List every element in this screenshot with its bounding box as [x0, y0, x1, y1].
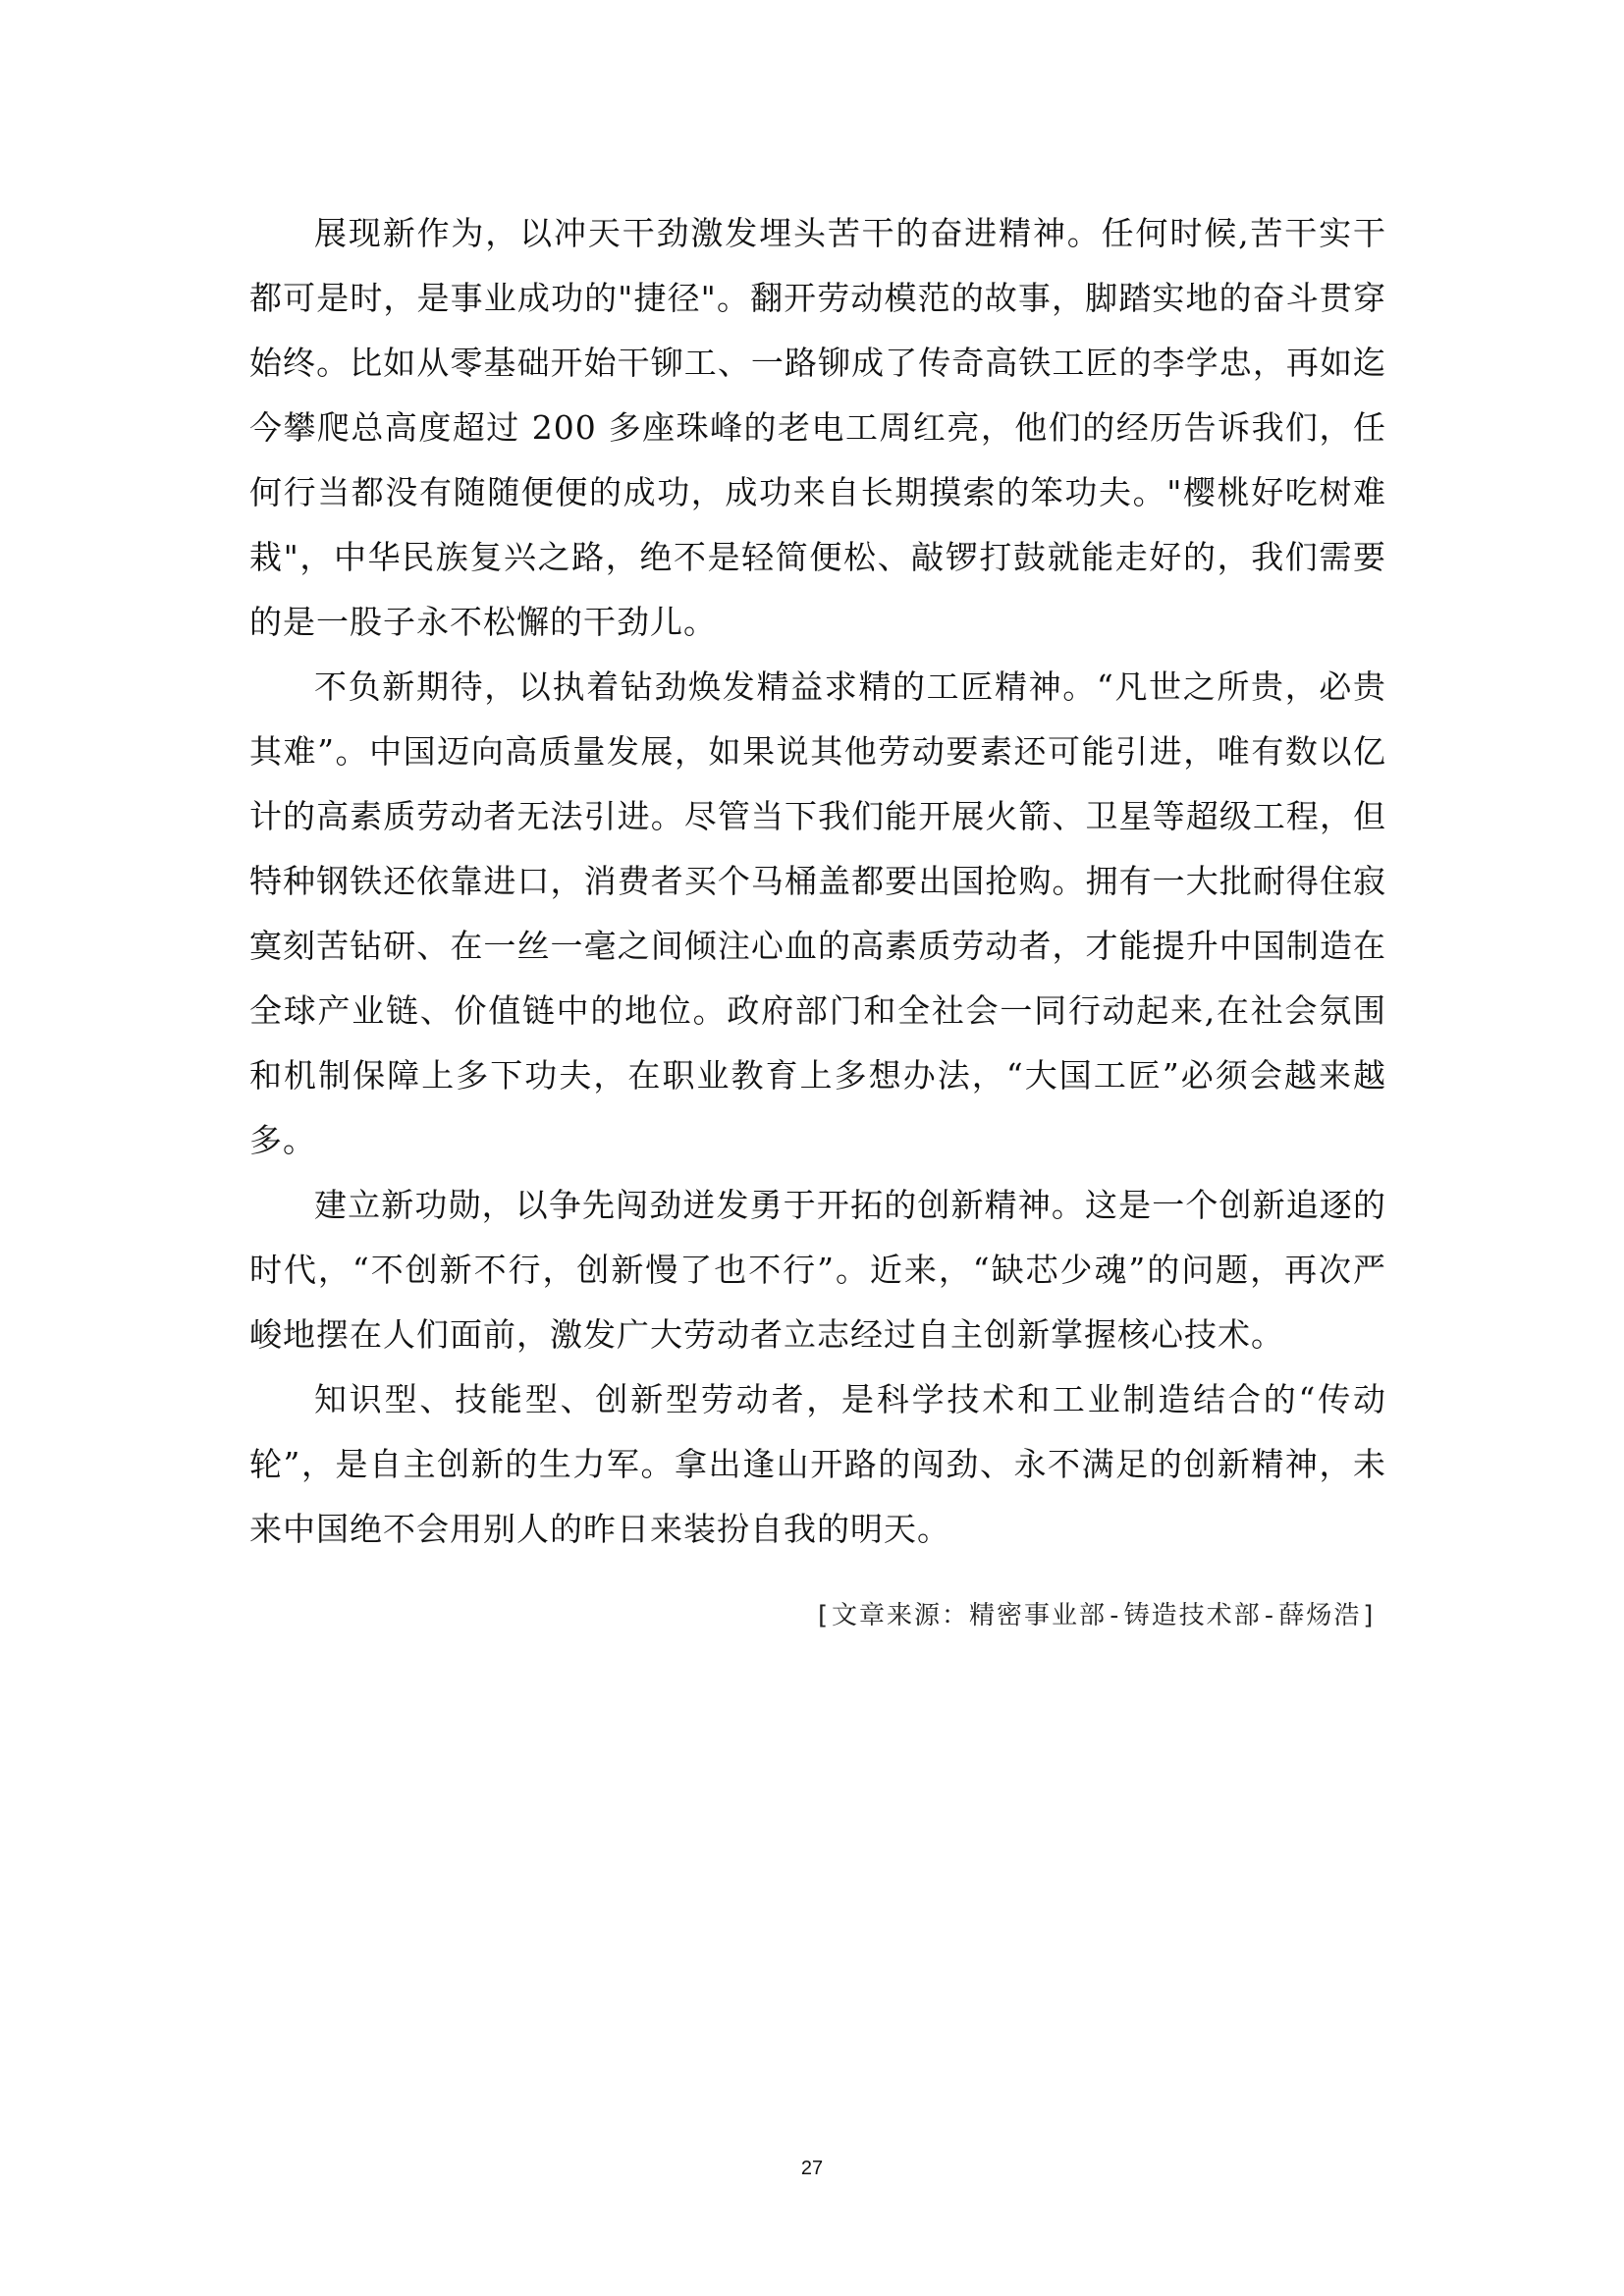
article-body [249, 201, 1386, 1562]
page-number: 27 [800, 2158, 824, 2179]
paragraph: 展现新作为，以冲天干劲激发埋头苦干的奋进精神。任何时候,苦干实干都可是时，是事业成功的"捷径"。翻开劳动模范的故事，脚踏实地的奋斗贯穿始终。比如从零基础开始干铆工、一路铆成了传奇高铁工匠的李学忠，再如迄今攀爬总高度超过 200 多座珠峰的老电工周红亮，他们的经历告诉我们，任何行当都没有随随便便的成功，成功来自长期摸索的笨功夫。"樱桃好吃树难栽"，中华民族复兴之路，绝不是轻简便松、敲锣打鼓就能走好的，我们需要的是一股子永不松懈的干劲儿。 [249, 214, 1386, 641]
article-source: [文章来源：精密事业部-铸造技术部-薛炀浩] [814, 1601, 1379, 1630]
paragraph: 不负新期待，以执着钻劲焕发精益求精的工匠精神。“凡世之所贵，必贵其难”。中国迈向高质量发展，如果说其他劳动要素还可能引进，唯有数以亿计的高素质劳动者无法引进。尽管当下我们能开展火箭、卫星等超级工程，但特种钢铁还依靠进口，消费者买个马桶盖都要出国抢购。拥有一大批耐得住寂寞刻苦钻研、在一丝一毫之间倾注心血的高素质劳动者，才能提升中国制造在全球产业链、价值链中的地位。政府部门和全社会一同行动起来,在社会氛围和机制保障上多下功夫，在职业教育上多想办法，“大国工匠”必须会越来越多。 [249, 667, 1386, 1159]
paragraph: 建立新功勋，以争先闯劲迸发勇于开拓的创新精神。这是一个创新追逐的时代，“不创新不行，创新慢了也不行”。近来，“缺芯少魂”的问题，再次严峻地摆在人们面前，激发广大劳动者立志经过自主创新掌握核心技术。 [249, 1186, 1386, 1354]
paragraph: 知识型、技能型、创新型劳动者，是科学技术和工业制造结合的“传动轮”，是自主创新的生力军。拿出逢山开路的闯劲、永不满足的创新精神，未来中国绝不会用别人的昨日来装扮自我的明天。 [249, 1380, 1386, 1548]
